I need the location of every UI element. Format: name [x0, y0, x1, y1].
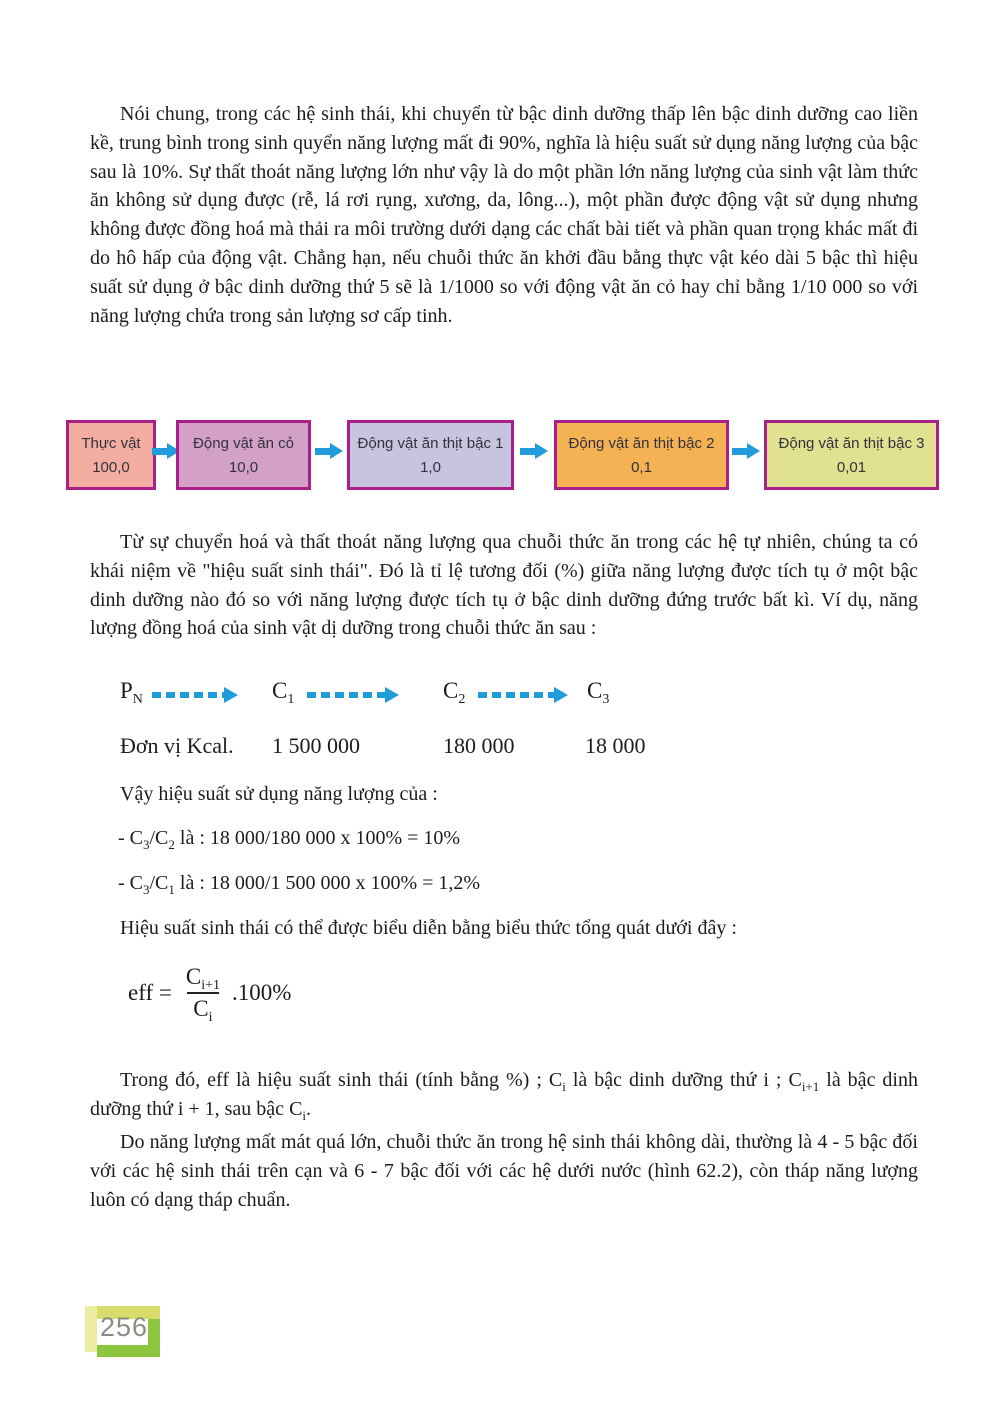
box-label: Động vật ăn thịt bậc 3 — [778, 434, 925, 452]
formula-lhs: eff = — [128, 979, 172, 1005]
calc-text: /C — [149, 872, 169, 894]
fraction — [180, 962, 226, 1024]
box-value: 10,0 — [228, 458, 259, 476]
efficiency-intro-line: Vậy hiệu suất sử dụng năng lượng của : — [120, 783, 438, 805]
arrow-right-icon — [732, 448, 747, 455]
subscript: i+1 — [801, 1079, 820, 1094]
badge-bottom-bar — [97, 1345, 148, 1357]
subscript: 3 — [143, 882, 150, 897]
calc-text: /C — [149, 827, 169, 849]
calc-line-c3c2 — [118, 827, 460, 850]
box-value: 0,1 — [631, 458, 652, 476]
paragraph-energy-loss: Nói chung, trong các hệ sinh thái, khi chuyển từ bậc dinh dưỡng thấp lên bậc dinh dưỡng cao liền kề, trung bình trong sinh quyển năng lượng mất đi 90%, nghĩa là hiệu suất sử dụng năng lượng của bậc sau là 10%. Sự thất thoát năng lượng lớn như vậy là do một phần lớn năng lượng của sinh vật làm thức ăn không sử dụng được (rễ, lá rơi rụng, xương, da, lông...), một phần được động vật sử dụng nhưng không được đồng hoá mà thải ra môi trường dưới dạng các chất bài tiết và phần quan trọng khác mất đi do hô hấp của động vật. Chẳng hạn, nếu chuỗi thức ăn khởi đầu bằng thực vật kéo dài 5 bậc thì hiệu suất sử dụng ở bậc dinh dưỡng thứ 5 sẽ là 1/1000 so với động vật ăn cỏ hay chỉ bằng 1/10 000 so với năng lượng chứa trong sản lượng sơ cấp tinh. — [90, 103, 918, 327]
node-subscript: 2 — [458, 692, 466, 707]
node-subscript: 1 — [287, 692, 295, 707]
arrow-right-icon — [315, 448, 330, 455]
diagram-box-carnivore-2 — [554, 420, 729, 490]
calc-text: - C — [118, 872, 143, 894]
energy-value-c1: 1 500 000 — [272, 733, 360, 758]
dashed-arrow-icon — [478, 692, 554, 698]
node-base: C — [587, 678, 603, 703]
subscript: 1 — [168, 882, 175, 897]
subscript: i — [302, 1107, 307, 1123]
chain-node-c3 — [587, 678, 610, 707]
fraction-numerator — [180, 962, 226, 992]
node-subscript: 3 — [602, 692, 610, 707]
box-value: 100,0 — [92, 458, 130, 476]
node-base: C — [272, 678, 288, 703]
text-run: là bậc dinh dưỡng thứ i + 1, sau bậc C — [90, 1069, 918, 1120]
energy-value-c3: 18 000 — [585, 733, 646, 758]
formula-intro-line: Hiệu suất sinh thái có thể được biểu diễn bằng biểu thức tổng quát dưới đây : — [120, 917, 737, 939]
node-subscript: N — [132, 692, 143, 707]
numerator-base: C — [185, 964, 202, 989]
dashed-arrow-icon — [152, 692, 224, 698]
node-base: P — [120, 678, 133, 703]
paragraph-chain-length: Do năng lượng mất mát quá lớn, chuỗi thức ăn trong hệ sinh thái không dài, thường là 4 - 5 bậc đối với các hệ sinh thái trên cạn và 6 - 7 bậc đối với các hệ dưới nước (hình 62.2), còn tháp năng lượng luôn có dạng tháp chuẩn. — [90, 1131, 918, 1211]
chain-node-c2 — [443, 678, 466, 707]
box-label: Thực vật — [81, 434, 141, 452]
arrow-right-icon — [152, 448, 167, 455]
calc-text: - C — [118, 827, 143, 849]
diagram-box-producer — [66, 420, 156, 490]
eff-formula — [128, 962, 291, 1024]
badge-right-bar — [148, 1319, 160, 1357]
text-run: Trong đó, eff là hiệu suất sinh thái (tính bằng %) ; C — [120, 1069, 563, 1091]
unit-label: Đơn vị Kcal. — [120, 733, 234, 758]
subscript: 3 — [143, 837, 150, 852]
energy-value-c2: 180 000 — [443, 733, 515, 758]
dashed-arrow-icon — [307, 692, 385, 698]
calc-text: là : 18 000/180 000 x 100% = 10% — [174, 827, 461, 849]
formula-rhs: .100% — [231, 979, 292, 1005]
denominator-subscript: i — [208, 1009, 213, 1025]
text-run: . — [306, 1097, 312, 1120]
calc-line-c3c1 — [118, 872, 480, 895]
box-value: 0,01 — [836, 458, 867, 476]
chain-node-pn — [120, 678, 143, 707]
arrow-right-icon — [520, 448, 535, 455]
badge-left-bar — [85, 1306, 97, 1352]
page-number-badge — [85, 1303, 160, 1357]
diagram-box-herbivore — [176, 420, 311, 490]
chain-node-c1 — [272, 678, 295, 707]
diagram-box-carnivore-1 — [347, 420, 514, 490]
box-label: Động vật ăn thịt bậc 2 — [568, 434, 715, 452]
fraction-denominator — [187, 992, 218, 1024]
calc-text: là : 18 000/1 500 000 x 100% = 1,2% — [174, 872, 481, 894]
paragraph-ecological-efficiency: Từ sự chuyển hoá và thất thoát năng lượng qua chuỗi thức ăn trong các hệ tự nhiên, chúng ta có khái niệm về "hiệu suất sinh thái". Đó là tỉ lệ tương đối (%) giữa năng lượng được tích tụ ở một bậc dinh dưỡng nào đó so với năng lượng được tích tụ ở bậc dinh dưỡng đứng trước bất kì. Ví dụ, năng lượng đồng hoá của sinh vật dị dưỡng trong chuỗi thức ăn sau : — [90, 531, 918, 640]
box-label: Động vật ăn cỏ — [193, 434, 294, 452]
diagram-box-carnivore-3 — [764, 420, 939, 490]
paragraph-formula-explanation — [90, 1066, 918, 1124]
subscript: 2 — [168, 837, 175, 852]
box-label: Động vật ăn thịt bậc 1 — [357, 434, 504, 452]
denominator-base: C — [193, 995, 209, 1021]
numerator-subscript: i+1 — [201, 978, 220, 993]
node-base: C — [443, 678, 459, 703]
box-value: 1,0 — [420, 458, 441, 476]
page-number: 256 — [100, 1312, 149, 1342]
subscript: i — [562, 1079, 566, 1094]
text-run: là bậc dinh dưỡng thứ i ; C — [565, 1069, 802, 1091]
